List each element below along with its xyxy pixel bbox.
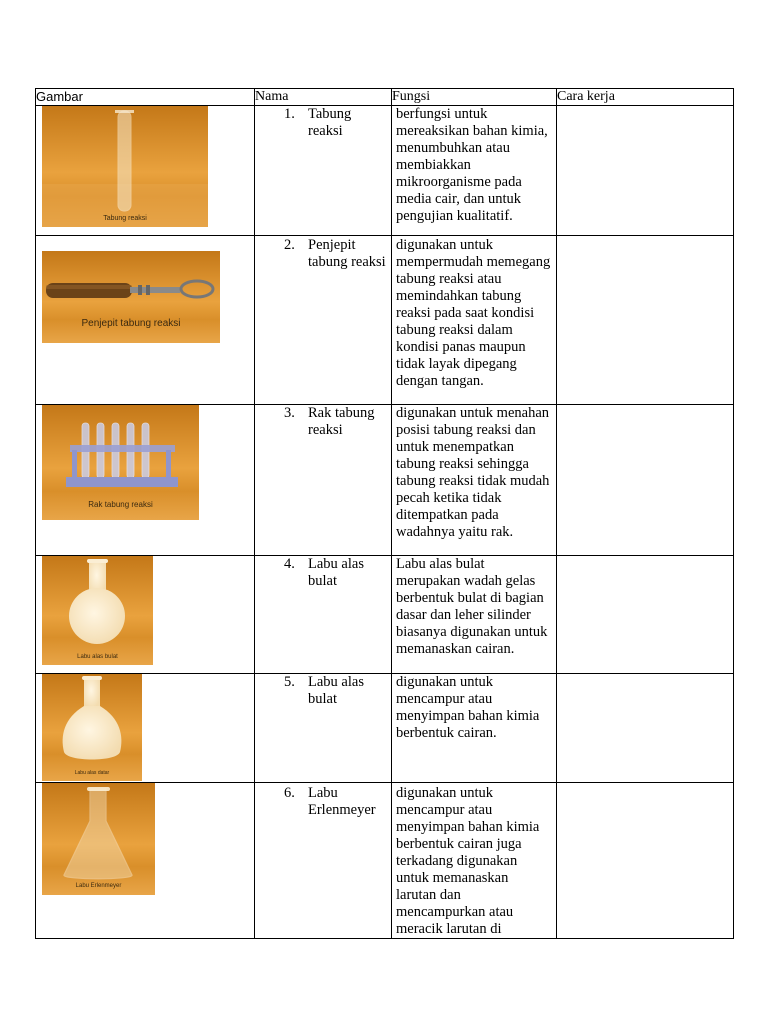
- test-tube-image: [42, 106, 208, 227]
- fungsi-cell: [392, 556, 557, 674]
- header-cara-kerja: Cara kerja: [557, 89, 734, 106]
- cara-kerja-cell: [557, 106, 734, 236]
- item-number: 2.: [284, 237, 295, 253]
- gambar-cell: [36, 674, 255, 783]
- header-nama: Nama: [255, 89, 392, 106]
- gambar-cell: [36, 556, 255, 674]
- nama-cell: [255, 556, 392, 674]
- item-name: Tabung reaksi: [308, 106, 352, 139]
- item-number: 3.: [284, 405, 295, 421]
- item-fungsi: Labu alas bulat merupakan wadah gelas berbentuk bulat di bagian dasar dan leher silinder biasanya digunakan untuk memanaskan cairan.: [396, 556, 548, 657]
- image-caption: Labu alas datar: [74, 770, 110, 776]
- item-fungsi: digunakan untuk menahan posisi tabung reaksi dan untuk menempatkan tabung reaksi sehingga tabung reaksi tidak mudah pecah ketika tidak ditempatkan pada wadahnya yaitu rak.: [396, 405, 550, 540]
- nama-cell: [255, 674, 392, 783]
- item-name: Rak tabung reaksi: [308, 405, 375, 438]
- item-name: Labu alas bulat: [308, 674, 364, 707]
- item-name: Labu Erlenmeyer: [308, 785, 376, 818]
- round-bottom-flask-image: [42, 556, 153, 665]
- gambar-cell: [36, 405, 255, 556]
- gambar-cell: [36, 783, 255, 939]
- item-number: 1.: [284, 106, 295, 122]
- image-caption: Penjepit tabung reaksi: [81, 318, 181, 329]
- table-row: [36, 405, 734, 556]
- item-number: 5.: [284, 674, 295, 690]
- tube-clamp-image: [42, 251, 220, 343]
- gambar-cell: [36, 106, 255, 236]
- item-number: 6.: [284, 785, 295, 801]
- cara-kerja-cell: [557, 674, 734, 783]
- gambar-cell: [36, 236, 255, 405]
- item-fungsi: digunakan untuk mempermudah memegang tabung reaksi atau memindahkan tabung reaksi pada saat kondisi tabung reaksi dalam kondisi panas maupun tidak layak dipegang dengan tangan.: [396, 237, 551, 389]
- item-fungsi: digunakan untuk mencampur atau menyimpan bahan kimia berbentuk cairan.: [396, 674, 540, 741]
- cara-kerja-cell: [557, 556, 734, 674]
- header-gambar: Gambar: [36, 89, 255, 106]
- table-row: [36, 236, 734, 405]
- table-row: [36, 783, 734, 939]
- image-caption: Tabung reaksi: [103, 215, 147, 222]
- cara-kerja-cell: [557, 405, 734, 556]
- table-row: [36, 556, 734, 674]
- fungsi-cell: [392, 236, 557, 405]
- nama-cell: [255, 405, 392, 556]
- item-name: Labu alas bulat: [308, 556, 364, 589]
- fungsi-cell: [392, 106, 557, 236]
- cara-kerja-cell: [557, 236, 734, 405]
- image-caption: Rak tabung reaksi: [88, 500, 153, 509]
- fungsi-cell: [392, 783, 557, 939]
- tube-rack-image: [42, 405, 199, 520]
- item-fungsi: digunakan untuk mencampur atau menyimpan bahan kimia berbentuk cairan juga terkadang digunakan untuk memanaskan larutan dan mencampurkan atau meracik larutan di: [396, 785, 540, 937]
- lab-equipment-table: [35, 88, 734, 939]
- image-caption: Labu alas bulat: [77, 654, 118, 660]
- nama-cell: [255, 236, 392, 405]
- fungsi-cell: [392, 405, 557, 556]
- nama-cell: [255, 783, 392, 939]
- table-row: [36, 674, 734, 783]
- header-fungsi: Fungsi: [392, 89, 557, 106]
- nama-cell: [255, 106, 392, 236]
- item-name: Penjepit tabung reaksi: [308, 237, 386, 270]
- item-fungsi: berfungsi untuk mereaksikan bahan kimia, menumbuhkan atau membiakkan mikroorganisme pada media cair, dan untuk pengujian kualitatif.: [396, 106, 548, 224]
- erlenmeyer-flask-image: [42, 783, 155, 895]
- item-number: 4.: [284, 556, 295, 572]
- table-header-row: [36, 89, 734, 106]
- flat-bottom-flask-image: [42, 674, 142, 781]
- image-caption: Labu Erlenmeyer: [75, 883, 122, 889]
- cara-kerja-cell: [557, 783, 734, 939]
- table-row: [36, 106, 734, 236]
- fungsi-cell: [392, 674, 557, 783]
